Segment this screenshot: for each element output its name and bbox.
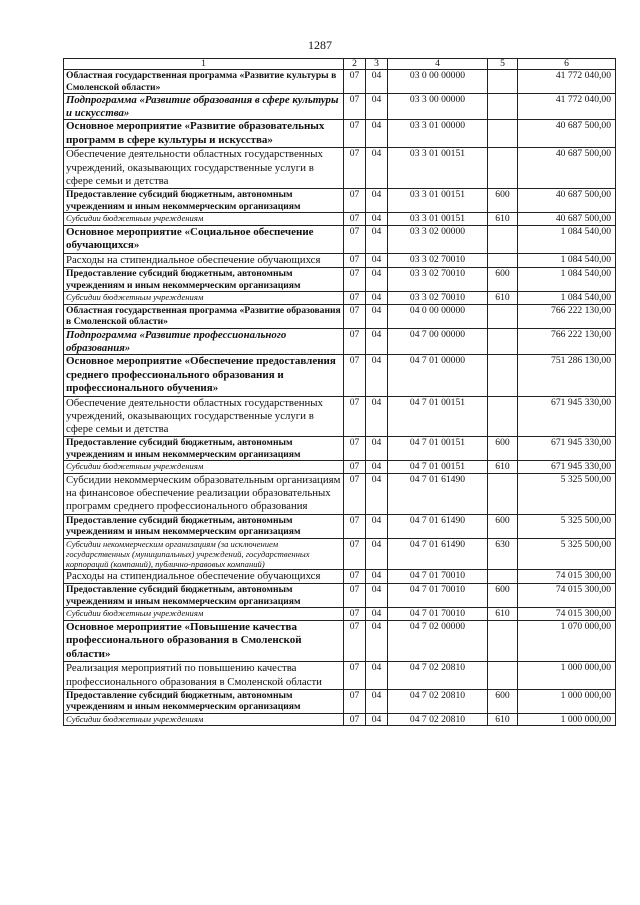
row-code-2-cell: 07 bbox=[344, 461, 366, 474]
row-amount-cell: 40 687 500,00 bbox=[518, 120, 616, 148]
column-header-3: 3 bbox=[366, 59, 388, 70]
row-amount-cell: 671 945 330,00 bbox=[518, 461, 616, 474]
row-code-3-cell: 04 bbox=[366, 396, 388, 437]
row-amount-cell: 1 084 540,00 bbox=[518, 292, 616, 305]
row-name-cell: Субсидии бюджетным учреждениям bbox=[64, 461, 344, 474]
row-expense-type-cell bbox=[488, 70, 518, 94]
row-code-3-cell: 04 bbox=[366, 538, 388, 569]
row-amount-cell: 1 000 000,00 bbox=[518, 689, 616, 713]
row-expense-type-cell: 600 bbox=[488, 689, 518, 713]
row-code-2-cell: 07 bbox=[344, 253, 366, 267]
row-target-article-cell: 03 0 00 00000 bbox=[388, 70, 488, 94]
table-row bbox=[64, 253, 616, 267]
row-code-2-cell: 07 bbox=[344, 538, 366, 569]
row-code-3-cell: 04 bbox=[366, 713, 388, 726]
row-code-2-cell: 07 bbox=[344, 620, 366, 662]
column-header-5: 5 bbox=[488, 59, 518, 70]
row-target-article-cell: 03 3 02 70010 bbox=[388, 253, 488, 267]
table-row bbox=[64, 267, 616, 291]
row-name-cell: Субсидии бюджетным учреждениям bbox=[64, 213, 344, 226]
row-target-article-cell: 04 7 01 61490 bbox=[388, 514, 488, 538]
row-code-2-cell: 07 bbox=[344, 70, 366, 94]
row-code-3-cell: 04 bbox=[366, 267, 388, 291]
row-amount-cell: 1 000 000,00 bbox=[518, 662, 616, 689]
table-row bbox=[64, 213, 616, 226]
table-header-row bbox=[64, 59, 616, 70]
row-name-cell: Субсидии бюджетным учреждениям bbox=[64, 713, 344, 726]
row-target-article-cell: 04 7 02 00000 bbox=[388, 620, 488, 662]
row-expense-type-cell bbox=[488, 148, 518, 189]
row-target-article-cell: 04 7 02 20810 bbox=[388, 662, 488, 689]
row-code-3-cell: 04 bbox=[366, 292, 388, 305]
row-target-article-cell: 03 3 01 00151 bbox=[388, 213, 488, 226]
row-amount-cell: 41 772 040,00 bbox=[518, 94, 616, 120]
row-name-cell: Субсидии некоммерческим организациям (за исключением государственных (муниципальных) учреждений, государственных корпораций (компаний), публично-правовых компаний) bbox=[64, 538, 344, 569]
row-code-2-cell: 07 bbox=[344, 94, 366, 120]
row-expense-type-cell bbox=[488, 569, 518, 583]
table-row bbox=[64, 689, 616, 713]
row-amount-cell: 74 015 300,00 bbox=[518, 569, 616, 583]
row-target-article-cell: 03 3 02 70010 bbox=[388, 292, 488, 305]
row-name-cell: Предоставление субсидий бюджетным, автономным учреждениям и иным некоммерческим организациям bbox=[64, 584, 344, 608]
table-row bbox=[64, 328, 616, 354]
table-body bbox=[64, 70, 616, 726]
row-code-2-cell: 07 bbox=[344, 120, 366, 148]
row-target-article-cell: 04 0 00 00000 bbox=[388, 304, 488, 328]
row-code-2-cell: 07 bbox=[344, 689, 366, 713]
row-target-article-cell: 04 7 01 00000 bbox=[388, 355, 488, 397]
row-amount-cell: 74 015 300,00 bbox=[518, 584, 616, 608]
table-row bbox=[64, 538, 616, 569]
table-row bbox=[64, 608, 616, 621]
row-expense-type-cell: 600 bbox=[488, 584, 518, 608]
row-code-2-cell: 07 bbox=[344, 355, 366, 397]
row-code-3-cell: 04 bbox=[366, 120, 388, 148]
row-expense-type-cell: 600 bbox=[488, 514, 518, 538]
row-expense-type-cell: 610 bbox=[488, 713, 518, 726]
table-row bbox=[64, 292, 616, 305]
row-code-2-cell: 07 bbox=[344, 584, 366, 608]
row-code-2-cell: 07 bbox=[344, 569, 366, 583]
row-target-article-cell: 04 7 01 00151 bbox=[388, 396, 488, 437]
row-code-2-cell: 07 bbox=[344, 304, 366, 328]
row-code-2-cell: 07 bbox=[344, 396, 366, 437]
table-row bbox=[64, 225, 616, 253]
row-target-article-cell: 04 7 01 61490 bbox=[388, 538, 488, 569]
row-expense-type-cell: 610 bbox=[488, 213, 518, 226]
row-code-3-cell: 04 bbox=[366, 461, 388, 474]
row-code-3-cell: 04 bbox=[366, 355, 388, 397]
row-target-article-cell: 03 3 02 00000 bbox=[388, 225, 488, 253]
table-row bbox=[64, 437, 616, 461]
row-amount-cell: 751 286 130,00 bbox=[518, 355, 616, 397]
row-code-2-cell: 07 bbox=[344, 148, 366, 189]
column-header-2: 2 bbox=[344, 59, 366, 70]
row-expense-type-cell bbox=[488, 253, 518, 267]
row-code-2-cell: 07 bbox=[344, 437, 366, 461]
row-expense-type-cell: 610 bbox=[488, 292, 518, 305]
row-amount-cell: 40 687 500,00 bbox=[518, 188, 616, 212]
row-name-cell: Предоставление субсидий бюджетным, автономным учреждениям и иным некоммерческим организациям bbox=[64, 437, 344, 461]
row-name-cell: Предоставление субсидий бюджетным, автономным учреждениям и иным некоммерческим организациям bbox=[64, 689, 344, 713]
row-amount-cell: 74 015 300,00 bbox=[518, 608, 616, 621]
row-target-article-cell: 04 7 01 61490 bbox=[388, 474, 488, 515]
row-amount-cell: 671 945 330,00 bbox=[518, 396, 616, 437]
row-amount-cell: 41 772 040,00 bbox=[518, 70, 616, 94]
table-row bbox=[64, 461, 616, 474]
row-expense-type-cell bbox=[488, 328, 518, 354]
table-row bbox=[64, 188, 616, 212]
table-row bbox=[64, 474, 616, 515]
row-code-2-cell: 07 bbox=[344, 267, 366, 291]
page-number: 1287 bbox=[308, 38, 332, 52]
row-expense-type-cell bbox=[488, 620, 518, 662]
column-header-1: 1 bbox=[64, 59, 344, 70]
row-name-cell: Обеспечение деятельности областных государственных учреждений, оказывающих государственные услуги в сфере семьи и детства bbox=[64, 148, 344, 189]
row-name-cell: Основное мероприятие «Повышение качества профессионального образования в Смоленской области» bbox=[64, 620, 344, 662]
row-name-cell: Основное мероприятие «Развитие образовательных программ в сфере культуры и искусства» bbox=[64, 120, 344, 148]
row-expense-type-cell bbox=[488, 474, 518, 515]
row-target-article-cell: 04 7 01 70010 bbox=[388, 569, 488, 583]
table-row bbox=[64, 355, 616, 397]
row-code-2-cell: 07 bbox=[344, 608, 366, 621]
row-code-2-cell: 07 bbox=[344, 328, 366, 354]
row-target-article-cell: 03 3 00 00000 bbox=[388, 94, 488, 120]
row-name-cell: Обеспечение деятельности областных государственных учреждений, оказывающих государственные услуги в сфере семьи и детства bbox=[64, 396, 344, 437]
row-name-cell: Субсидии бюджетным учреждениям bbox=[64, 608, 344, 621]
row-expense-type-cell bbox=[488, 304, 518, 328]
row-expense-type-cell: 600 bbox=[488, 437, 518, 461]
row-expense-type-cell: 600 bbox=[488, 188, 518, 212]
row-expense-type-cell bbox=[488, 662, 518, 689]
row-code-3-cell: 04 bbox=[366, 328, 388, 354]
row-expense-type-cell bbox=[488, 355, 518, 397]
row-amount-cell: 1 000 000,00 bbox=[518, 713, 616, 726]
row-code-3-cell: 04 bbox=[366, 253, 388, 267]
row-name-cell: Расходы на стипендиальное обеспечение обучающихся bbox=[64, 253, 344, 267]
row-amount-cell: 40 687 500,00 bbox=[518, 213, 616, 226]
row-code-3-cell: 04 bbox=[366, 213, 388, 226]
row-amount-cell: 766 222 130,00 bbox=[518, 304, 616, 328]
row-name-cell: Подпрограмма «Развитие образования в сфере культуры и искусства» bbox=[64, 94, 344, 120]
row-code-3-cell: 04 bbox=[366, 304, 388, 328]
table-row bbox=[64, 584, 616, 608]
row-expense-type-cell: 630 bbox=[488, 538, 518, 569]
row-name-cell: Предоставление субсидий бюджетным, автономным учреждениям и иным некоммерческим организациям bbox=[64, 267, 344, 291]
row-name-cell: Областная государственная программа «Развитие культуры в Смоленской области» bbox=[64, 70, 344, 94]
row-code-3-cell: 04 bbox=[366, 620, 388, 662]
row-code-3-cell: 04 bbox=[366, 569, 388, 583]
row-code-3-cell: 04 bbox=[366, 437, 388, 461]
row-code-3-cell: 04 bbox=[366, 188, 388, 212]
table-row bbox=[64, 662, 616, 689]
row-amount-cell: 1 084 540,00 bbox=[518, 253, 616, 267]
row-name-cell: Предоставление субсидий бюджетным, автономным учреждениям и иным некоммерческим организациям bbox=[64, 188, 344, 212]
row-code-3-cell: 04 bbox=[366, 608, 388, 621]
row-amount-cell: 1 070 000,00 bbox=[518, 620, 616, 662]
row-target-article-cell: 04 7 01 00151 bbox=[388, 461, 488, 474]
row-target-article-cell: 03 3 01 00151 bbox=[388, 188, 488, 212]
row-expense-type-cell: 610 bbox=[488, 608, 518, 621]
row-code-3-cell: 04 bbox=[366, 584, 388, 608]
row-code-3-cell: 04 bbox=[366, 94, 388, 120]
row-code-3-cell: 04 bbox=[366, 70, 388, 94]
row-code-3-cell: 04 bbox=[366, 689, 388, 713]
row-expense-type-cell bbox=[488, 225, 518, 253]
row-target-article-cell: 04 7 01 70010 bbox=[388, 584, 488, 608]
column-header-4: 4 bbox=[388, 59, 488, 70]
budget-table-container bbox=[63, 58, 615, 726]
row-amount-cell: 671 945 330,00 bbox=[518, 437, 616, 461]
budget-table bbox=[63, 58, 616, 726]
row-name-cell: Основное мероприятие «Социальное обеспечение обучающихся» bbox=[64, 225, 344, 253]
table-row bbox=[64, 304, 616, 328]
row-target-article-cell: 04 7 01 00151 bbox=[388, 437, 488, 461]
row-target-article-cell: 03 3 01 00151 bbox=[388, 148, 488, 189]
row-code-3-cell: 04 bbox=[366, 662, 388, 689]
table-row bbox=[64, 120, 616, 148]
row-expense-type-cell bbox=[488, 396, 518, 437]
row-code-3-cell: 04 bbox=[366, 148, 388, 189]
table-row bbox=[64, 148, 616, 189]
table-row bbox=[64, 713, 616, 726]
row-amount-cell: 40 687 500,00 bbox=[518, 148, 616, 189]
row-name-cell: Предоставление субсидий бюджетным, автономным учреждениям и иным некоммерческим организациям bbox=[64, 514, 344, 538]
row-code-2-cell: 07 bbox=[344, 213, 366, 226]
row-target-article-cell: 03 3 02 70010 bbox=[388, 267, 488, 291]
row-code-2-cell: 07 bbox=[344, 292, 366, 305]
column-header-6: 6 bbox=[518, 59, 616, 70]
row-code-3-cell: 04 bbox=[366, 225, 388, 253]
row-code-2-cell: 07 bbox=[344, 662, 366, 689]
row-target-article-cell: 04 7 02 20810 bbox=[388, 689, 488, 713]
row-code-3-cell: 04 bbox=[366, 474, 388, 515]
row-name-cell: Основное мероприятие «Обеспечение предоставления среднего профессионального образования и профессионального обучения» bbox=[64, 355, 344, 397]
row-target-article-cell: 04 7 01 70010 bbox=[388, 608, 488, 621]
table-row bbox=[64, 569, 616, 583]
row-code-2-cell: 07 bbox=[344, 474, 366, 515]
row-name-cell: Субсидии некоммерческим образовательным организациям на финансовое обеспечение реализации образовательных программ среднего профессионального образования bbox=[64, 474, 344, 515]
table-row bbox=[64, 620, 616, 662]
row-name-cell: Реализация мероприятий по повышению качества профессионального образования в Смоленской области bbox=[64, 662, 344, 689]
row-amount-cell: 766 222 130,00 bbox=[518, 328, 616, 354]
row-expense-type-cell: 600 bbox=[488, 267, 518, 291]
row-name-cell: Областная государственная программа «Развитие образования в Смоленской области» bbox=[64, 304, 344, 328]
row-target-article-cell: 04 7 00 00000 bbox=[388, 328, 488, 354]
row-name-cell: Расходы на стипендиальное обеспечение обучающихся bbox=[64, 569, 344, 583]
row-code-2-cell: 07 bbox=[344, 188, 366, 212]
row-amount-cell: 5 325 500,00 bbox=[518, 474, 616, 515]
row-amount-cell: 1 084 540,00 bbox=[518, 267, 616, 291]
table-row bbox=[64, 94, 616, 120]
row-name-cell: Подпрограмма «Развитие профессионального образования» bbox=[64, 328, 344, 354]
row-target-article-cell: 03 3 01 00000 bbox=[388, 120, 488, 148]
row-target-article-cell: 04 7 02 20810 bbox=[388, 713, 488, 726]
row-code-3-cell: 04 bbox=[366, 514, 388, 538]
table-row bbox=[64, 70, 616, 94]
row-expense-type-cell bbox=[488, 94, 518, 120]
row-amount-cell: 5 325 500,00 bbox=[518, 514, 616, 538]
row-amount-cell: 1 084 540,00 bbox=[518, 225, 616, 253]
row-code-2-cell: 07 bbox=[344, 225, 366, 253]
row-expense-type-cell bbox=[488, 120, 518, 148]
row-code-2-cell: 07 bbox=[344, 514, 366, 538]
row-expense-type-cell: 610 bbox=[488, 461, 518, 474]
table-row bbox=[64, 396, 616, 437]
row-amount-cell: 5 325 500,00 bbox=[518, 538, 616, 569]
row-code-2-cell: 07 bbox=[344, 713, 366, 726]
row-name-cell: Субсидии бюджетным учреждениям bbox=[64, 292, 344, 305]
table-row bbox=[64, 514, 616, 538]
